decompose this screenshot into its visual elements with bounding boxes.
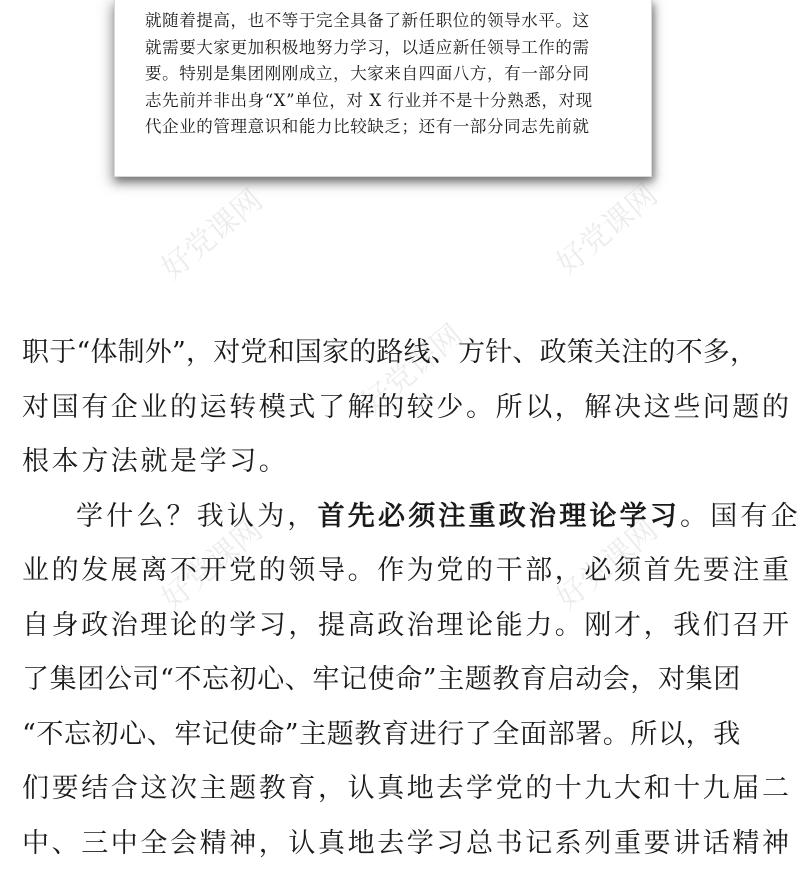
preview-line: 代企业的管理意识和能力比较缺乏；还有一部分同志先前就 [145, 114, 625, 141]
preview-line: 就随着提高，也不等于完全具备了新任职位的领导水平。这 [145, 8, 625, 35]
preview-card-text [145, 8, 625, 141]
body-line: 职于“体制外”，对党和国家的路线、方针、政策关注的不多， [22, 326, 782, 381]
body-line: 根本方法就是学习。 [22, 435, 782, 490]
body-line: 业的发展离不开党的领导。作为党的干部，必须首先要注重 [22, 544, 782, 599]
watermark: 好党课网 [150, 507, 270, 618]
watermark: 好党课网 [545, 507, 665, 618]
body-line-paragraph-start [22, 490, 782, 545]
watermark: 好党课网 [150, 177, 270, 288]
watermark: 好党课网 [350, 312, 470, 423]
preview-line: 志先前并非出身“X”单位，对 X 行业并不是十分熟悉，对现 [145, 88, 625, 115]
body-line: 们要结合这次主题教育，认真地去学党的十九大和十九届二 [22, 762, 782, 817]
body-line: 中、三中全会精神，认真地去学习总书记系列重要讲话精神 [22, 817, 782, 871]
body-line: 自身政治理论的学习，提高政治理论能力。刚才，我们召开 [22, 599, 782, 654]
preview-line: 要。特别是集团刚刚成立，大家来自四面八方，有一部分同 [145, 61, 625, 88]
body-line: “不忘初心、牢记使命”主题教育进行了全面部署。所以，我 [22, 708, 782, 763]
body-line: 对国有企业的运转模式了解的较少。所以，解决这些问题的 [22, 381, 782, 436]
body-text-bold: 首先必须注重政治理论学习 [318, 501, 680, 532]
body-text: 。国有企 [680, 501, 801, 532]
preview-line: 就需要大家更加积极地努力学习，以适应新任领导工作的需 [145, 35, 625, 62]
watermark: 好党课网 [545, 172, 665, 283]
preview-card [114, 0, 652, 177]
document-body [22, 326, 782, 871]
body-text: 学什么？我认为， [76, 501, 318, 532]
body-line: 了集团公司“不忘初心、牢记使命”主题教育启动会，对集团 [22, 653, 782, 708]
